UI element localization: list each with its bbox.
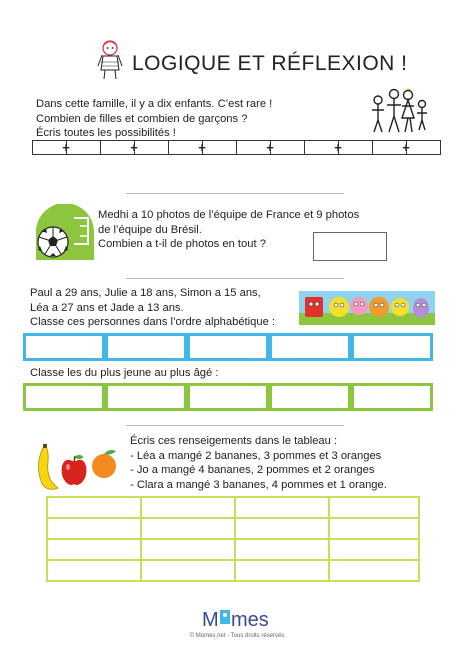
divider bbox=[126, 278, 344, 279]
plus-sign: + bbox=[334, 140, 342, 155]
page-title: LOGIQUE ET RÉFLEXION ! bbox=[132, 52, 408, 75]
possibility-cell[interactable] bbox=[406, 140, 441, 155]
footer-copyright: © Momes.net - Tous droits réservés bbox=[189, 633, 285, 639]
table-cell[interactable] bbox=[46, 559, 142, 582]
question-text-line: de l’équipe du Brésil. bbox=[98, 223, 202, 236]
question-text-line: - Léa a mangé 2 bananes, 3 pommes et 3 oranges bbox=[130, 449, 382, 462]
question-age-order bbox=[30, 366, 218, 381]
momes-logo-icon bbox=[200, 606, 274, 632]
divider bbox=[126, 425, 344, 426]
divider bbox=[126, 193, 344, 194]
question-text-line: Classe les du plus jeune au plus âgé : bbox=[30, 367, 219, 379]
table-cell[interactable] bbox=[328, 517, 420, 540]
question-text-line: - Jo a mangé 4 bananes, 2 pommes et 2 oranges bbox=[130, 464, 375, 476]
alphabetical-answer-box[interactable] bbox=[269, 333, 351, 361]
plus-sign: + bbox=[402, 140, 410, 155]
alphabetical-answer-box[interactable] bbox=[23, 333, 105, 361]
table-cell[interactable] bbox=[46, 496, 142, 519]
question-text-line: - Clara a mangé 3 bananes, 4 pommes et 1 orange. bbox=[130, 478, 387, 491]
possibility-cell[interactable] bbox=[270, 140, 305, 155]
possibility-cell[interactable] bbox=[202, 140, 237, 155]
age-answer-box[interactable] bbox=[351, 383, 433, 411]
age-answer-box[interactable] bbox=[269, 383, 351, 411]
age-order-row bbox=[23, 383, 433, 411]
child-drawing-icon bbox=[92, 38, 128, 82]
table-cell[interactable] bbox=[328, 496, 420, 519]
possibility-cell[interactable] bbox=[134, 140, 169, 155]
alphabetical-answer-box[interactable] bbox=[187, 333, 269, 361]
table-cell[interactable] bbox=[328, 559, 420, 582]
alphabetical-answer-box[interactable] bbox=[105, 333, 187, 361]
table-cell[interactable] bbox=[234, 538, 330, 561]
svg-text:M: M bbox=[202, 609, 219, 631]
question-family bbox=[36, 97, 272, 141]
table-cell[interactable] bbox=[234, 559, 330, 582]
age-answer-box[interactable] bbox=[23, 383, 105, 411]
characters-banner-icon bbox=[299, 291, 435, 325]
question-text-line: Paul a 29 ans, Julie a 18 ans, Simon a 15 ans, bbox=[30, 287, 261, 299]
possibility-cell[interactable] bbox=[338, 140, 373, 155]
banana-icon bbox=[32, 444, 62, 494]
question-text-line: Medhi a 10 photos de l’équipe de France et 9 photos bbox=[98, 209, 360, 221]
table-cell[interactable] bbox=[46, 538, 142, 561]
table-cell[interactable] bbox=[140, 538, 236, 561]
table-cell[interactable] bbox=[46, 517, 142, 540]
possibilities-row bbox=[32, 140, 440, 155]
possibility-cell[interactable] bbox=[66, 140, 101, 155]
table-cell[interactable] bbox=[140, 496, 236, 519]
table-cell[interactable] bbox=[140, 517, 236, 540]
table-cell[interactable] bbox=[234, 517, 330, 540]
question-text-line: Léa a 27 ans et Jade a 13 ans. bbox=[30, 301, 184, 314]
question-text-line: Combien de filles et combien de garçons ? bbox=[36, 112, 248, 125]
table-cell[interactable] bbox=[140, 559, 236, 582]
family-icon bbox=[366, 86, 432, 138]
plus-sign: + bbox=[130, 140, 138, 155]
plus-sign: + bbox=[198, 140, 206, 155]
question-text-line: Dans cette famille, il y a dix enfants. C’est rare ! bbox=[36, 98, 273, 110]
question-text-line: Écris toutes les possibilités ! bbox=[36, 127, 176, 139]
question-text-line: Classe ces personnes dans l’ordre alphabétique : bbox=[30, 316, 276, 328]
soccer-ball-icon bbox=[37, 226, 69, 258]
age-answer-box[interactable] bbox=[105, 383, 187, 411]
table-cell[interactable] bbox=[328, 538, 420, 561]
question-text-line: Écris ces renseigements dans le tableau : bbox=[130, 435, 338, 447]
alphabetical-order-row bbox=[23, 333, 433, 361]
alphabetical-answer-box[interactable] bbox=[351, 333, 433, 361]
plus-sign: + bbox=[266, 140, 274, 155]
svg-text:mes: mes bbox=[231, 609, 269, 631]
answer-box[interactable] bbox=[313, 232, 387, 261]
plus-sign: + bbox=[62, 140, 70, 155]
apple-icon bbox=[59, 454, 89, 486]
fruit-table bbox=[46, 496, 418, 580]
question-ages bbox=[30, 286, 275, 330]
orange-icon bbox=[91, 448, 119, 480]
age-answer-box[interactable] bbox=[187, 383, 269, 411]
question-fruits bbox=[130, 434, 387, 492]
table-cell[interactable] bbox=[234, 496, 330, 519]
question-text-line: Combien a t-il de photos en tout ? bbox=[98, 238, 266, 250]
